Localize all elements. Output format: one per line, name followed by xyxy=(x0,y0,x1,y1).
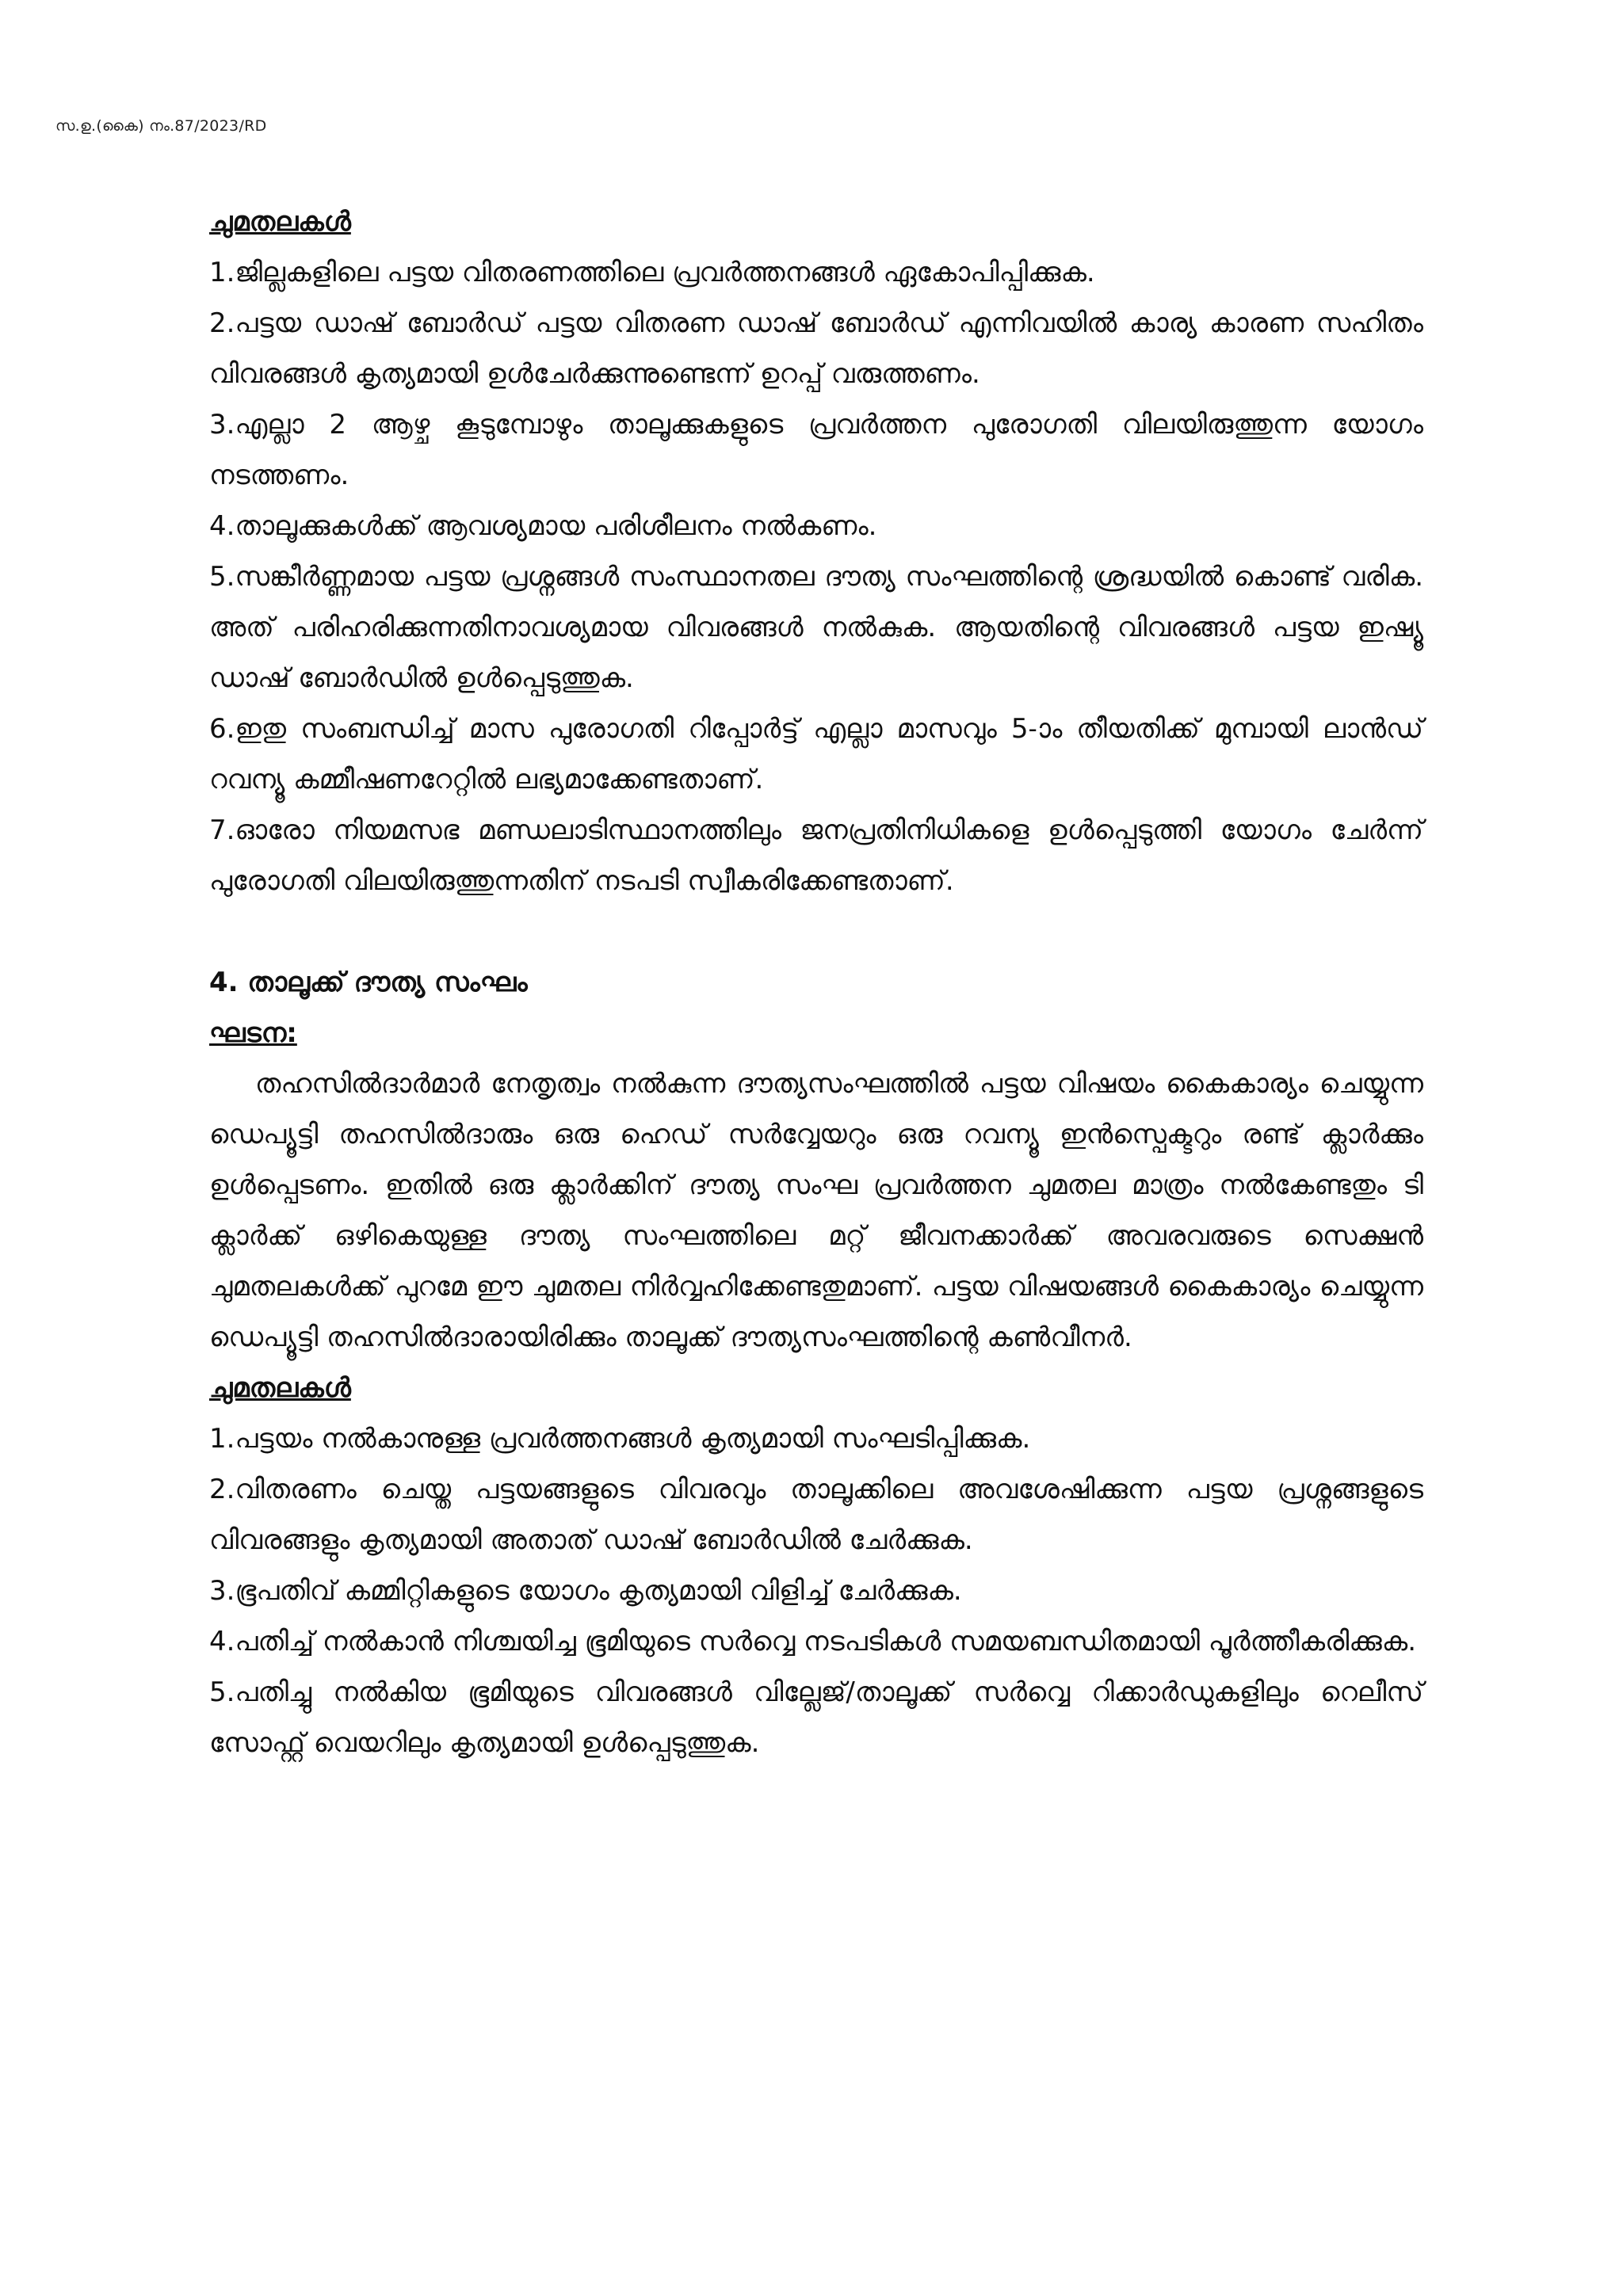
duty-item: 2.വിതരണം ചെയ്ത പട്ടയങ്ങളുടെ വിവരവും താലൂക്കിലെ അവശേഷിക്കുന്ന പട്ടയ പ്രശ്നങ്ങളുടെ വിവരങ്ങളും കൃത്യമായി അതാത് ഡാഷ് ബോർഡിൽ ചേർക്കുക. xyxy=(209,1474,1423,1556)
duty-item: 3.ഭൂപതിവ് കമ്മിറ്റികളുടെ യോഗം കൃത്യമായി വിളിച്ച് ചേർക്കുക. xyxy=(209,1575,962,1607)
structure-heading: ഘടന: xyxy=(209,1017,297,1049)
duties-heading: ചുമതലകൾ xyxy=(209,206,351,238)
duty-item: 6.ഇതു സംബന്ധിച്ച് മാസ പുരോഗതി റിപ്പോർട്ട് എല്ലാ മാസവും 5-ാം തീയതിക്ക് മുമ്പായി ലാൻഡ് റവന്യൂ കമ്മീഷണറേറ്റിൽ ലഭ്യമാക്കേണ്ടതാണ്. xyxy=(209,713,1423,795)
duty-item: 3.എല്ലാ 2 ആഴ്ച കൂടുമ്പോഴും താലൂക്കുകളുടെ പ്രവർത്തന പുരോഗതി വിലയിരുത്തുന്ന യോഗം നടത്തണം. xyxy=(209,409,1423,491)
section-title: 4. താലൂക്ക് ദൗത്യ സംഘം xyxy=(209,967,528,998)
duty-item: 1.പട്ടയം നൽകാനുള്ള പ്രവർത്തനങ്ങൾ കൃത്യമായി സംഘടിപ്പിക്കുക. xyxy=(209,1423,1031,1455)
duty-item: 4.പതിച്ച് നൽകാൻ നിശ്ചയിച്ച ഭൂമിയുടെ സർവ്വെ നടപടികൾ സമയബന്ധിതമായി പൂർത്തീകരിക്കുക. xyxy=(209,1626,1417,1657)
structure-paragraph: തഹസിൽദാർമാർ നേതൃത്വം നൽകുന്ന ദൗത്യസംഘത്തിൽ പട്ടയ വിഷയം കൈകാര്യം ചെയ്യുന്ന ഡെപ്യൂട്ടി തഹസിൽദാരും ഒരു ഹെഡ് സർവ്വേയറും ഒരു റവന്യൂ ഇൻസ്പെക്ടറും രണ്ട് ക്ലാർക്കും ഉൾപ്പെടണം. ഇതിൽ ഒരു ക്ലാർക്കിന് ദൗത്യ സംഘ പ്രവർത്തന ചുമതല മാത്രം നൽകേണ്ടതും ടി ക്ലാർക്ക് ഒഴികെയുള്ള ദൗത്യ സംഘത്തിലെ മറ്റ് ജീവനക്കാർക്ക് അവരവരുടെ സെക്ഷൻ ചുമതലകൾക്ക് പുറമേ ഈ ചുമതല നിർവ്വഹിക്കേണ്ടതുമാണ്. പട്ടയ വിഷയങ്ങൾ കൈകാര്യം ചെയ്യുന്ന ഡെപ്യൂട്ടി തഹസിൽദാരായിരിക്കും താലൂക്ക് ദൗത്യസംഘത്തിന്റെ കൺവീനർ. xyxy=(209,1068,1423,1353)
duties-heading: ചുമതലകൾ xyxy=(209,1372,351,1404)
document-body xyxy=(209,196,1423,1768)
duty-item: 5.പതിച്ചു നൽകിയ ഭൂമിയുടെ വിവരങ്ങൾ വില്ലേജ്/താലൂക്ക് സർവ്വെ റിക്കാർഡുകളിലും റെലീസ് സോഫ്റ്റ് വെയറിലും കൃത്യമായി ഉൾപ്പെടുത്തുക. xyxy=(209,1676,1423,1759)
duty-item: 2.പട്ടയ ഡാഷ് ബോർഡ് പട്ടയ വിതരണ ഡാഷ് ബോർഡ് എന്നിവയിൽ കാര്യ കാരണ സഹിതം വിവരങ്ങൾ കൃത്യമായി ഉൾചേർക്കുന്നുണ്ടെന്ന് ഉറപ്പ് വരുത്തണം. xyxy=(209,307,1423,390)
duty-item: 7.ഓരോ നിയമസഭ മണ്ഡലാടിസ്ഥാനത്തിലും ജനപ്രതിനിധികളെ ഉൾപ്പെടുത്തി യോഗം ചേർന്ന് പുരോഗതി വിലയിരുത്തുന്നതിന് നടപടി സ്വീകരിക്കേണ്ടതാണ്. xyxy=(209,814,1423,897)
duty-item: 5.സങ്കീർണ്ണമായ പട്ടയ പ്രശ്നങ്ങൾ സംസ്ഥാനതല ദൗത്യ സംഘത്തിന്റെ ശ്രദ്ധയിൽ കൊണ്ട് വരിക. അത് പരിഹരിക്കുന്നതിനാവശ്യമായ വിവരങ്ങൾ നൽകുക. ആയതിന്റെ വിവരങ്ങൾ പട്ടയ ഇഷ്യൂ ഡാഷ് ബോർഡിൽ ഉൾപ്പെടുത്തുക. xyxy=(209,561,1423,694)
duty-item: 1.ജില്ലകളിലെ പട്ടയ വിതരണത്തിലെ പ്രവർത്തനങ്ങൾ ഏകോപിപ്പിക്കുക. xyxy=(209,257,1095,288)
document-reference: സ.ഉ.(കൈ) നം.87/2023/RD xyxy=(55,117,267,135)
duty-item: 4.താലൂക്കുകൾക്ക് ആവശ്യമായ പരിശീലനം നൽകണം. xyxy=(209,510,877,542)
